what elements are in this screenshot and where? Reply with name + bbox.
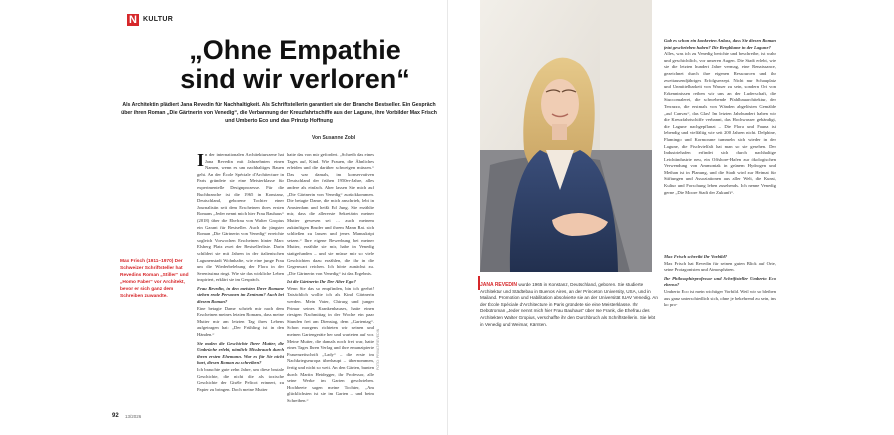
photo-credit: FOTO: PRIVAT/REVEDIN — [376, 328, 380, 370]
interview-answer: Eine betagte Dame schrieb mir nach dem Erscheinen meines letzten Romans, dass meine Mutter mir am letzten Tag ihres Lebens aufgetragen hat: „Der Frühling ist in den Händen.“ — [197, 305, 284, 338]
body-paragraph: n der internationalen Architekturszene hat Jana Revedin mit Jahrzehnten einen Namen, wenn es um nachhaltiges Bauen geht. An der École Spéciale d'Architecture in Paris gründete sie eine Meisterklasse für experimentelle Designprozesse. Für die Buchbranche ist die 1965 in Konstanz, Deutschland, geborene Tochter einer Journalistin seit dem Erscheinen ihres ersten Romans „Jeder nennt mich hier Frau Bauhaus“ (2018) über die Ehefrau von Walter Gropius ein Garant für Bestseller. Auch ihr jüngster Roman „Die Gärtnerin von Venedig“ erreichte sogleich Vorwochen Erscheinen hinter Marc Elsberg Platz zwei der Bestsellerliste. Darin schildert sie mit Jahren in der italienischen Lagunenstadt Wohnhafte, wie eine junge Frau um die Wiederbelebung der Flora in der Serenissima ringt. Wie sie das wirkliche Leben inspiriert, erklärt sie im Gespräch. — [197, 152, 284, 283]
article-author: Von Susanne Zobl — [312, 135, 356, 141]
bio-name: JANA REVEDIN — [480, 282, 518, 288]
photo-caption: Max Frisch (1911–1970) Der Schweizer Schriftsteller hat Revedins Roman „Stiller“ und „Homo Faber“ vor Architekt, bevor er sich ganz dem Schreiben zuwandte. — [120, 259, 189, 299]
bio-text: wurde 1965 in Konstanz, Deutschland, geboren. Sie studierte Architektur und Städtebau in Buenos Aires, an der Princeton University, USA, und in Mailand. Promotion und Habilitation absolvierte sie an der Universität IUAV Venedig. An der École Spéciale d'Architecture in Paris gründete sie eine Meisterklasse. Ihr Debütroman „Jeder nennt mich hier Frau Bauhaus“ über Ise Frank, die Ehefrau des Architekten Walter Gropius, verschaffte ihr den Durchbruch als Schriftstellerin. Sie lebt in Venedig und Weimar, Kärnten. — [480, 282, 658, 327]
body-paragraph: hatte das von mir gefordert. „Schreib das eines Tages auf, Kind. Wie Frauen, die Ähnliches erleiden und die darüber schweigen müssen.“ Das war damals, im konservativen Deutschland der frühen 1950er-Jahre, alles andere als einfach. Aber lassen Sie mich auf „Die Gärtnerin von Venedig“ zurückkommen. Die betagte Dame, die mich anschrieb, lebt in Amsterdam und heißt Ed Jung. Sie erzählte mir, dass die allererste Sekretärin meiner Mutter gewesen sei … auch meinem zukünftigen Bruder und ihrem Mann Rat. sich schließen zu lassen und jenes Manuskript setzen.“ Ihre eigene Bewerbung bei meiner Mutter, erzählte sie mir, habe in Venedig stattgefunden – und sie müsse mir so viele Geschichten dazu erzählen, die ihr in die Gegenwart reichen. Ich hörte zunächst zu. „Die Gärtnerin von Venedig“ ist das Ergebnis. — [287, 152, 374, 276]
article-headline — [150, 36, 440, 94]
headline-line-2: sind wir verloren“ — [180, 64, 410, 94]
interview-question: Frau Revedin, in den meisten Ihrer Romane stehen reale Personen im Zentrum? Auch bei diesem Roman? — [197, 285, 284, 305]
body-column-3 — [664, 36, 776, 246]
interview-answer: Alles, was ich zu Venedig berichte und beschreibe, ist wahr und geschichtlich, vor unseren Augen. Die Stadt erlebt, wie sie die letzten hundert Jahre vermag, eine Renaissance, gezeichnet durch ihre eigenen Ressourcen und ihr zweitausendjähriges Erfolgsrezept. Nicht nur Schauplatz und Unmittelbarkeit von Wasser zu sein, sondern Ort von Erkenntnissen reiben wir uns an der Luderschaft, die Stuccomalerei, die schwebende Pfahlbauarchitektur, der Terrazzo, die erstmals von Wänden abgelösten Gemälde „auf Canvas“, das Glas! Im letzten Jahrhundert haben wir die Kreuzfahrtschiffe verbannt, das Hochwasser gebändigt, die Lagune nachgepflanzt – Die Flora und Fauna ist lebendig und vielfältig wie seit 200 Jahren nicht. Delphine, Flamingo und Kormorane tummeln sich wieder in der Lagune, die Fischvielfalt hat man so sie gesehen. Der Industriehafen erfindet sich durch nachhaltige Leichtindustrie neu, ein Offshore-Hafen zur ökologischen Verwendung von Ammoniak in grünem Hydrogen und Methan ist in Planung, und die Stadt wird zur Heimat für Stiftungen und Assoziationen aus aller Welt, die Kunst, Kultur und Forschung leben zusehends. Ich nenne Venedig gerne „Die Moore Stadt der Zukunft“. — [664, 51, 776, 195]
interview-question: Ihr Philosophieprofessor und Schriftsteller Umberto Eco ebenso? — [664, 275, 776, 288]
magazine-logo: N — [127, 14, 139, 26]
headline-line-1: „Ohne Empathie — [189, 35, 401, 65]
body-column-1 — [197, 152, 284, 418]
interview-answer: Wenn Sie das so empfinden, bin ich geehrt! Tatsächlich wollte ich als Kind Gärtnerin werden. Mein Vater, Chirurg und junger Primar seines Krankenhauses, hatte einen riesigen Nachmittag in der Woche ein paar Stunden frei am Dienstag, dem „Gartentag“. Schon morgens richteten wir seinen und meinen Gartengeräte her und warteten auf vor. Meine Mutter, die damals noch frei war, hatte eines Tages Ihren Verlag und ihre emanzipierte Frauenzeitschrift „Lady“ – die erste im Nachkriegseuropa überhaupt – übernommen, fertig und nicht so weit. An den Gärten, bunten durch Martin Heidegger, ihr Professor, alle seine Werke im Garten geschrieben. Hochbeete sagen meine Tochter, „Am glücklichsten ist sie im Garten – und beim Schreiben.“ — [287, 285, 374, 403]
section-label: KULTUR — [143, 16, 174, 23]
interview-answer: Ich brauchte gute zehn Jahre, um diese brutale Geschichte, die nicht die als toxische Geschichte der Gisèle Pelicot erinnert, zu Papier zu bringen. Doch meine Mutter — [197, 367, 284, 392]
interview-question: Max Frisch schreibt Ihr Vorbild? — [664, 254, 728, 259]
body-column-2 — [287, 152, 374, 418]
issue-label: 13/2026 — [125, 414, 142, 419]
dropcap: I — [197, 152, 205, 170]
page-number: 92 — [112, 413, 119, 419]
author-bio — [480, 282, 658, 328]
interview-question: Sie malen die Geschichte Ihrer Mutter, die Umbrüche erlebt, nämlich Missbrauch durch ihren ersten Ehemann. War es für Sie nicht hart, diesen Roman zu schreiben? — [197, 340, 284, 366]
body-column-4 — [664, 252, 776, 342]
interview-question: Gab es schon ein konkreten Anlass, dass Sie diesen Roman jetzt geschrieben haben? Die Bergblume in der Lagune? — [664, 38, 776, 50]
page-gutter — [447, 0, 448, 435]
portrait-illustration — [480, 0, 652, 272]
portrait-photo — [480, 0, 652, 272]
interview-answer: Umberto Eco ist mein wichtiger Vorbild. Weil wir so bleiben aus ganz unterschiedlich sich, ohne je bekehrend zu sein, ins ko pro- — [664, 288, 776, 308]
interview-question: Ist die Gärtnerin Ihr Der Alter Ego? — [287, 279, 356, 285]
article-lead: Als Architektin plädiert Jana Revedin für Nachhaltigkeit. Als Schriftstellerin garantiert sie der Branche Bestseller. Ein Gespräch über ihren Roman „Die Gärtnerin von Venedig“, die Verbannung der Kreuzfahrtschiffe aus der Lagune, ihre Vorbilder Max Frisch und Umberto Eco und das Prinzip Hoffnung — [121, 102, 437, 125]
interview-answer: Max Frisch hat Revedin für seinen guten Blick auf Orte, seine Protagonisten und Atmosphären. — [664, 260, 776, 273]
